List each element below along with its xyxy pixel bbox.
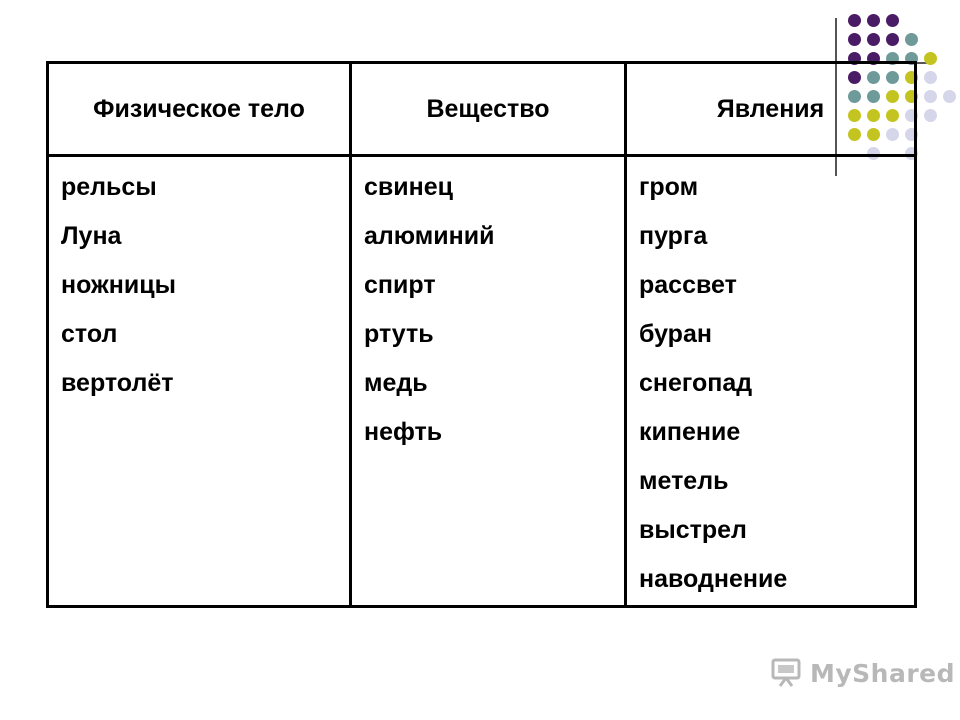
list-item: ножницы xyxy=(61,271,176,299)
list-item: выстрел xyxy=(639,516,747,544)
list-item: наводнение xyxy=(639,565,788,593)
list-item: медь xyxy=(364,369,428,397)
decorative-dot xyxy=(924,71,937,84)
list-item: снегопад xyxy=(639,369,753,397)
list-item: гром xyxy=(639,173,699,201)
list-item: стол xyxy=(61,320,118,348)
list-item: метель xyxy=(639,467,729,495)
decorative-dot xyxy=(848,33,861,46)
list-item: алюминий xyxy=(364,222,495,250)
watermark-text: MyShared xyxy=(810,658,956,688)
decorative-dot xyxy=(848,14,861,27)
table-row xyxy=(48,156,916,607)
list-item: ртуть xyxy=(364,320,434,348)
list-item: вертолёт xyxy=(61,369,174,397)
list-item: буран xyxy=(639,320,712,348)
decorative-dot xyxy=(886,14,899,27)
decorative-dot xyxy=(943,90,956,103)
list-item: рассвет xyxy=(639,271,737,299)
decorative-dot xyxy=(867,14,880,27)
column-phenomena xyxy=(626,156,916,607)
column-substances xyxy=(351,156,626,607)
decorative-dot xyxy=(924,109,937,122)
list-item: пурга xyxy=(639,222,708,250)
column-physical-bodies xyxy=(48,156,351,607)
header-phenomena: Явления xyxy=(626,63,916,156)
decorative-dot xyxy=(924,52,937,65)
header-physical-body: Физическое тело xyxy=(48,63,351,156)
header-substance: Вещество xyxy=(351,63,626,156)
table-header-row xyxy=(48,63,916,156)
list-item: свинец xyxy=(364,173,454,201)
list-item: нефть xyxy=(364,418,443,446)
classification-table xyxy=(46,61,917,608)
list-item: кипение xyxy=(639,418,741,446)
watermark xyxy=(770,656,955,690)
decorative-dot xyxy=(886,33,899,46)
decorative-dot xyxy=(905,33,918,46)
decorative-dot xyxy=(924,90,937,103)
decorative-dot xyxy=(867,33,880,46)
projector-screen-icon xyxy=(770,658,804,688)
list-item: рельсы xyxy=(61,173,157,201)
list-item: спирт xyxy=(364,271,436,299)
list-item: Луна xyxy=(61,222,122,250)
